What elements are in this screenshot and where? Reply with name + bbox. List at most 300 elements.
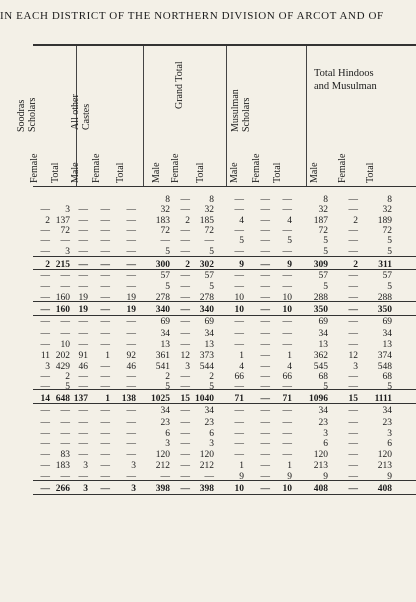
table-cell: 34 xyxy=(204,406,214,416)
table-cell: — xyxy=(260,260,270,270)
table-cell: — xyxy=(260,195,270,205)
table-cell: — xyxy=(180,450,190,460)
table-cell: 350 xyxy=(377,305,392,315)
table-cell: — xyxy=(180,317,190,327)
table-cell: 3 xyxy=(387,429,392,439)
table-cell: — xyxy=(40,406,50,416)
table-cell: 46 xyxy=(78,362,88,372)
table-cell: 6 xyxy=(165,429,170,439)
table-cell: — xyxy=(100,406,110,416)
column-header-male: Male xyxy=(309,162,320,183)
table-cell: 120 xyxy=(199,450,214,460)
table-cell: 1096 xyxy=(309,394,328,404)
table-cell: — xyxy=(100,461,110,471)
table-cell: — xyxy=(348,429,358,439)
table-cell: — xyxy=(126,236,136,246)
header-all-other-castes: All other Castes xyxy=(70,94,92,130)
table-cell: 1 xyxy=(105,394,110,404)
table-cell: 3 xyxy=(185,362,190,372)
table-cell: 189 xyxy=(377,216,392,226)
table-cell: — xyxy=(348,340,358,350)
table-cell: 408 xyxy=(377,484,392,494)
table-cell: — xyxy=(100,260,110,270)
table-cell: 4 xyxy=(287,216,292,226)
table-cell: — xyxy=(40,372,50,382)
table-cell: 340 xyxy=(199,305,214,315)
table-cell: — xyxy=(100,226,110,236)
table-cell: — xyxy=(260,317,270,327)
table-cell: — xyxy=(78,271,88,281)
table-cell: — xyxy=(282,282,292,292)
table-cell: — xyxy=(348,484,358,494)
table-top-rule xyxy=(33,44,416,46)
table-cell: — xyxy=(100,293,110,303)
table-cell: — xyxy=(260,372,270,382)
table-cell: 300 xyxy=(155,260,170,270)
table-cell: — xyxy=(260,329,270,339)
table-cell: 12 xyxy=(348,351,358,361)
table-cell: 9 xyxy=(287,260,292,270)
table-cell: — xyxy=(100,305,110,315)
table-cell: — xyxy=(78,282,88,292)
table-cell: 72 xyxy=(60,226,70,236)
table-cell: — xyxy=(126,260,136,270)
table-cell: 32 xyxy=(318,205,328,215)
subtotal-rule xyxy=(33,269,416,270)
table-cell: — xyxy=(100,329,110,339)
table-cell: 648 xyxy=(55,394,70,404)
table-cell: 34 xyxy=(382,329,392,339)
table-cell: — xyxy=(40,329,50,339)
table-cell: — xyxy=(100,484,110,494)
table-cell: 541 xyxy=(155,362,170,372)
header-soodras-scholars: Soodras Scholars xyxy=(16,97,38,132)
table-cell: — xyxy=(180,195,190,205)
table-cell: — xyxy=(60,406,70,416)
subtotal-rule xyxy=(33,389,416,390)
table-cell: — xyxy=(40,461,50,471)
table-cell: 1111 xyxy=(374,394,392,404)
subtotal-rule xyxy=(33,301,416,302)
table-cell: 137 xyxy=(55,216,70,226)
table-cell: — xyxy=(282,340,292,350)
table-cell: 3 xyxy=(131,484,136,494)
table-cell: 5 xyxy=(165,282,170,292)
table-cell: — xyxy=(234,195,244,205)
table-cell: — xyxy=(180,340,190,350)
table-cell: — xyxy=(60,282,70,292)
table-cell: 361 xyxy=(155,351,170,361)
table-cell: — xyxy=(78,216,88,226)
table-cell: 6 xyxy=(323,439,328,449)
table-cell: 2 xyxy=(45,260,50,270)
table-cell: — xyxy=(204,472,214,482)
table-cell: — xyxy=(100,362,110,372)
table-cell: 66 xyxy=(282,372,292,382)
table-cell: — xyxy=(126,226,136,236)
table-cell: — xyxy=(78,236,88,246)
table-cell: — xyxy=(234,329,244,339)
table-cell: 15 xyxy=(348,394,358,404)
header-total-hindoos: Total Hindoos and Musulman xyxy=(314,68,377,92)
table-cell: — xyxy=(282,382,292,392)
table-cell: — xyxy=(160,472,170,482)
table-cell: 120 xyxy=(155,450,170,460)
table-cell: 3 xyxy=(165,439,170,449)
table-cell: 5 xyxy=(323,282,328,292)
table-cell: — xyxy=(234,205,244,215)
table-cell: — xyxy=(78,429,88,439)
table-cell: — xyxy=(282,247,292,257)
subtotal-rule xyxy=(33,494,416,495)
column-header-total: Total xyxy=(115,162,126,183)
table-cell: 5 xyxy=(287,236,292,246)
table-cell: — xyxy=(260,305,270,315)
table-cell: 13 xyxy=(382,340,392,350)
table-cell: 10 xyxy=(282,293,292,303)
table-cell: — xyxy=(100,472,110,482)
table-cell: 2 xyxy=(353,216,358,226)
table-cell: 215 xyxy=(55,260,70,270)
table-cell: 10 xyxy=(282,484,292,494)
table-cell: — xyxy=(348,472,358,482)
table-cell: — xyxy=(78,450,88,460)
table-cell: 183 xyxy=(55,461,70,471)
table-cell: — xyxy=(40,293,50,303)
table-cell: 1 xyxy=(287,461,292,471)
table-cell: — xyxy=(126,382,136,392)
table-cell: 3 xyxy=(353,362,358,372)
column-header-total: Total xyxy=(50,162,61,183)
table-cell: — xyxy=(100,282,110,292)
table-cell: — xyxy=(126,372,136,382)
table-cell: 5 xyxy=(239,236,244,246)
table-cell: 5 xyxy=(323,382,328,392)
table-cell: — xyxy=(234,282,244,292)
table-cell: — xyxy=(260,340,270,350)
table-cell: — xyxy=(348,382,358,392)
table-cell: — xyxy=(348,439,358,449)
page-title: IN EACH DISTRICT OF THE NORTHERN DIVISION OF ARCOT AND OF xyxy=(0,10,384,22)
table-cell: 34 xyxy=(204,329,214,339)
header-grand-total: Grand Total xyxy=(174,61,185,109)
table-cell: 13 xyxy=(160,340,170,350)
table-cell: 5 xyxy=(165,382,170,392)
table-cell: 350 xyxy=(313,305,328,315)
table-cell: 311 xyxy=(378,260,392,270)
table-cell: — xyxy=(180,429,190,439)
table-cell: 10 xyxy=(234,293,244,303)
table-cell: 12 xyxy=(180,351,190,361)
table-cell: 69 xyxy=(382,317,392,327)
table-cell: — xyxy=(40,439,50,449)
column-header-total: Total xyxy=(272,162,283,183)
table-cell: 71 xyxy=(234,394,244,404)
table-cell: — xyxy=(100,439,110,449)
table-cell: 10 xyxy=(60,340,70,350)
table-cell: — xyxy=(234,340,244,350)
table-cell: 120 xyxy=(313,450,328,460)
table-cell: 10 xyxy=(282,305,292,315)
table-cell: — xyxy=(78,372,88,382)
table-cell: 4 xyxy=(287,362,292,372)
table-cell: 1 xyxy=(105,351,110,361)
column-header-male: Male xyxy=(70,162,81,183)
table-cell: 72 xyxy=(382,226,392,236)
table-cell: — xyxy=(260,351,270,361)
table-cell: 23 xyxy=(160,418,170,428)
column-header-male: Male xyxy=(229,162,240,183)
table-cell: — xyxy=(282,406,292,416)
table-cell: 309 xyxy=(313,260,328,270)
table-cell: 2 xyxy=(165,372,170,382)
table-cell: — xyxy=(180,305,190,315)
table-cell: 57 xyxy=(318,271,328,281)
table-cell: — xyxy=(40,450,50,460)
table-cell: 137 xyxy=(73,394,88,404)
table-cell: 83 xyxy=(60,450,70,460)
table-cell: — xyxy=(348,282,358,292)
table-cell: — xyxy=(126,329,136,339)
table-cell: 9 xyxy=(323,472,328,482)
table-cell: — xyxy=(126,429,136,439)
table-cell: — xyxy=(40,418,50,428)
table-cell: — xyxy=(40,236,50,246)
table-cell: — xyxy=(180,226,190,236)
table-cell: — xyxy=(282,195,292,205)
table-cell: — xyxy=(126,216,136,226)
table-cell: 120 xyxy=(377,450,392,460)
table-cell: 72 xyxy=(204,226,214,236)
table-cell: — xyxy=(348,305,358,315)
table-cell: — xyxy=(60,329,70,339)
table-cell: 1040 xyxy=(195,394,214,404)
table-cell: — xyxy=(260,293,270,303)
table-cell: — xyxy=(60,317,70,327)
table-cell: — xyxy=(180,439,190,449)
table-cell: 5 xyxy=(387,247,392,257)
table-cell: 3 xyxy=(45,362,50,372)
table-cell: 23 xyxy=(204,418,214,428)
table-cell: 9 xyxy=(287,472,292,482)
table-cell: 19 xyxy=(126,305,136,315)
table-cell: 187 xyxy=(313,216,328,226)
table-cell: 5 xyxy=(387,282,392,292)
table-cell: 57 xyxy=(204,271,214,281)
table-cell: 15 xyxy=(180,394,190,404)
table-cell: 66 xyxy=(234,372,244,382)
table-cell: — xyxy=(260,236,270,246)
table-cell: — xyxy=(348,450,358,460)
table-cell: — xyxy=(78,472,88,482)
table-cell: — xyxy=(78,439,88,449)
table-cell: — xyxy=(180,484,190,494)
table-cell: 288 xyxy=(313,293,328,303)
table-cell: — xyxy=(126,439,136,449)
table-cell: — xyxy=(348,195,358,205)
table-cell: — xyxy=(126,472,136,482)
table-cell: — xyxy=(60,429,70,439)
table-cell: — xyxy=(78,205,88,215)
table-cell: 69 xyxy=(160,317,170,327)
table-cell: 57 xyxy=(160,271,170,281)
table-cell: — xyxy=(40,340,50,350)
table-cell: — xyxy=(126,317,136,327)
table-cell: — xyxy=(260,362,270,372)
table-cell: — xyxy=(180,205,190,215)
table-cell: — xyxy=(260,418,270,428)
table-cell: 362 xyxy=(313,351,328,361)
table-cell: — xyxy=(100,450,110,460)
table-cell: 266 xyxy=(55,484,70,494)
table-cell: 92 xyxy=(126,351,136,361)
table-cell: 398 xyxy=(155,484,170,494)
table-cell: — xyxy=(100,236,110,246)
table-cell: — xyxy=(78,340,88,350)
table-cell: 5 xyxy=(323,247,328,257)
table-cell: 3 xyxy=(323,429,328,439)
table-cell: 8 xyxy=(165,195,170,205)
table-cell: 14 xyxy=(40,394,50,404)
table-cell: 202 xyxy=(55,351,70,361)
table-cell: 5 xyxy=(65,382,70,392)
table-cell: — xyxy=(180,472,190,482)
table-cell: — xyxy=(234,418,244,428)
table-cell: — xyxy=(78,247,88,257)
table-cell: 23 xyxy=(382,418,392,428)
table-cell: 2 xyxy=(353,260,358,270)
table-cell: — xyxy=(282,439,292,449)
table-cell: 2 xyxy=(185,216,190,226)
table-cell: — xyxy=(100,429,110,439)
table-cell: — xyxy=(204,236,214,246)
table-cell: — xyxy=(60,472,70,482)
table-cell: 91 xyxy=(78,351,88,361)
table-cell: — xyxy=(180,282,190,292)
table-cell: — xyxy=(180,406,190,416)
table-cell: — xyxy=(348,317,358,327)
table-cell: — xyxy=(282,205,292,215)
table-cell: 34 xyxy=(382,406,392,416)
table-cell: 3 xyxy=(83,461,88,471)
table-cell: — xyxy=(260,247,270,257)
table-cell: 8 xyxy=(387,195,392,205)
table-cell: — xyxy=(60,418,70,428)
column-header-total: Total xyxy=(195,162,206,183)
table-cell: — xyxy=(78,406,88,416)
table-cell: 69 xyxy=(204,317,214,327)
table-cell: — xyxy=(40,282,50,292)
table-cell: — xyxy=(234,226,244,236)
column-header-female: Female xyxy=(337,153,348,183)
table-cell: 544 xyxy=(199,362,214,372)
table-cell: — xyxy=(348,372,358,382)
table-cell: — xyxy=(282,418,292,428)
table-cell: — xyxy=(234,439,244,449)
table-cell: 5 xyxy=(323,236,328,246)
table-cell: — xyxy=(348,406,358,416)
subtotal-rule xyxy=(33,315,416,316)
table-cell: 3 xyxy=(83,484,88,494)
table-cell: — xyxy=(234,271,244,281)
table-cell: — xyxy=(260,226,270,236)
table-cell: — xyxy=(40,317,50,327)
table-cell: 10 xyxy=(234,484,244,494)
table-cell: 9 xyxy=(239,260,244,270)
table-cell: — xyxy=(100,205,110,215)
table-cell: — xyxy=(60,439,70,449)
column-header-female: Female xyxy=(91,153,102,183)
table-cell: — xyxy=(234,429,244,439)
table-cell: 213 xyxy=(313,461,328,471)
table-cell: 69 xyxy=(318,317,328,327)
table-cell: — xyxy=(40,205,50,215)
table-cell: 3 xyxy=(65,247,70,257)
table-cell: 9 xyxy=(239,472,244,482)
table-cell: — xyxy=(180,382,190,392)
table-cell: — xyxy=(282,271,292,281)
table-cell: 340 xyxy=(155,305,170,315)
table-cell: 5 xyxy=(387,382,392,392)
table-cell: — xyxy=(180,271,190,281)
table-cell: — xyxy=(180,247,190,257)
table-cell: 212 xyxy=(155,461,170,471)
table-cell: — xyxy=(40,271,50,281)
table-cell: 185 xyxy=(199,216,214,226)
table-cell: 3 xyxy=(209,439,214,449)
table-cell: — xyxy=(348,247,358,257)
table-cell: 68 xyxy=(318,372,328,382)
table-cell: 429 xyxy=(55,362,70,372)
table-cell: 548 xyxy=(377,362,392,372)
column-header-female: Female xyxy=(251,153,262,183)
column-header-total: Total xyxy=(365,162,376,183)
table-cell: 72 xyxy=(160,226,170,236)
table-cell: — xyxy=(348,271,358,281)
table-cell: — xyxy=(100,216,110,226)
table-cell: 4 xyxy=(239,216,244,226)
table-cell: 5 xyxy=(165,247,170,257)
table-cell: 408 xyxy=(313,484,328,494)
table-cell: — xyxy=(40,226,50,236)
table-cell: 34 xyxy=(318,329,328,339)
table-cell: 32 xyxy=(160,205,170,215)
table-cell: — xyxy=(78,329,88,339)
table-cell: — xyxy=(180,418,190,428)
table-cell: 34 xyxy=(160,329,170,339)
table-cell: — xyxy=(126,282,136,292)
table-cell: 34 xyxy=(160,406,170,416)
table-cell: 19 xyxy=(126,293,136,303)
table-cell: — xyxy=(126,418,136,428)
table-cell: 13 xyxy=(318,340,328,350)
table-cell: — xyxy=(60,236,70,246)
table-cell: — xyxy=(100,372,110,382)
table-cell: — xyxy=(78,317,88,327)
table-cell: — xyxy=(348,329,358,339)
table-cell: — xyxy=(126,271,136,281)
table-cell: — xyxy=(348,205,358,215)
table-cell: 2 xyxy=(65,372,70,382)
table-cell: 278 xyxy=(155,293,170,303)
table-cell: 2 xyxy=(45,216,50,226)
table-cell: — xyxy=(180,461,190,471)
table-cell: — xyxy=(260,461,270,471)
table-cell: 32 xyxy=(204,205,214,215)
subtotal-rule xyxy=(33,256,416,257)
table-cell: — xyxy=(234,317,244,327)
table-cell: — xyxy=(100,317,110,327)
